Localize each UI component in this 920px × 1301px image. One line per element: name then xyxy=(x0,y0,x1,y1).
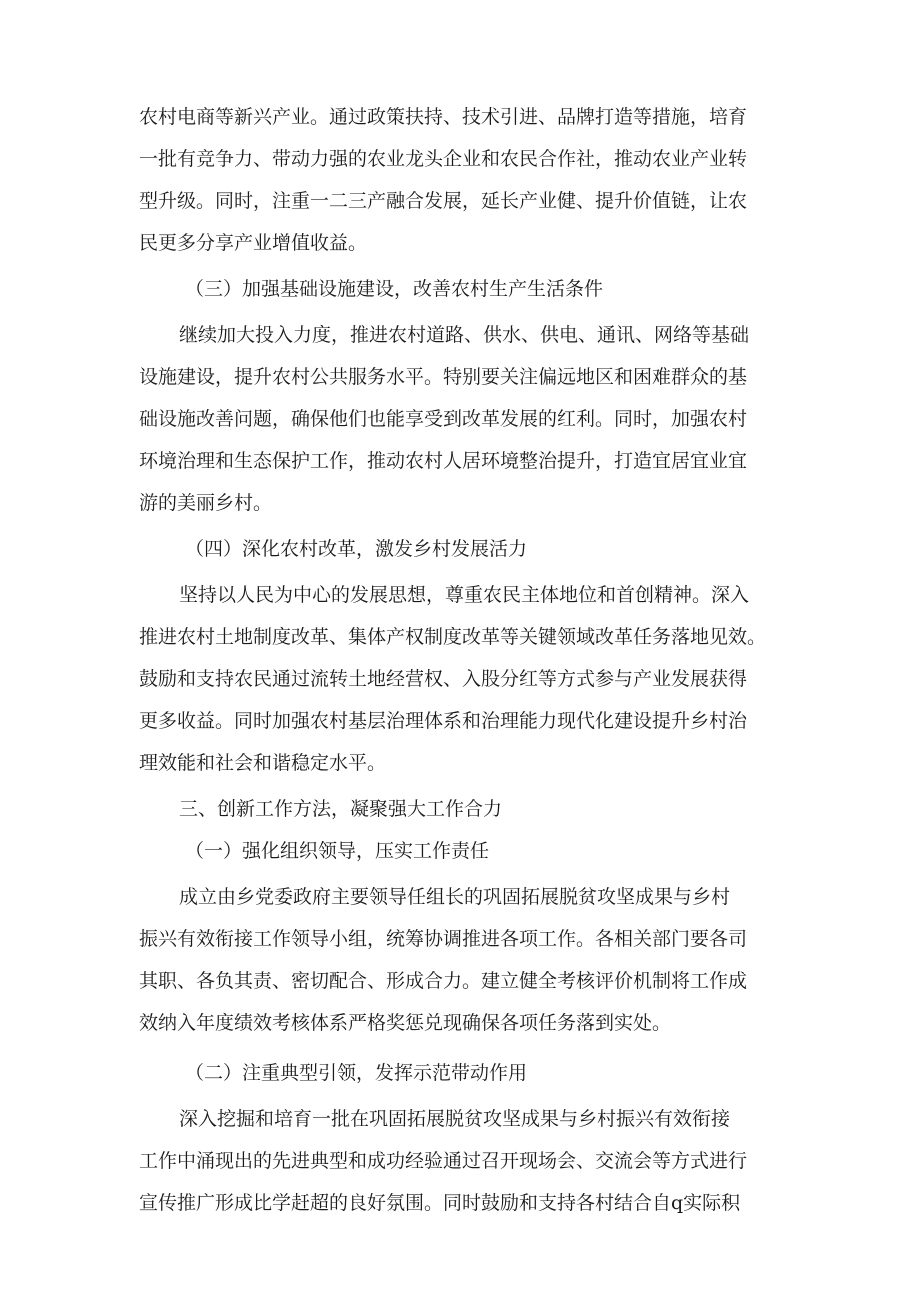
paragraph-line: 继续加大投入力度，推进农村道路、供水、供电、通讯、网络等基础 xyxy=(179,324,750,346)
paragraph-line: 振兴有效衔接工作领导小组，统筹协调推进各项工作。各相关部门要各司 xyxy=(139,928,748,950)
subheading-reform: （四）深化农村改革，激发乡村发展活力 xyxy=(185,538,528,560)
subheading-leadership: （一）强化组织领导，压实工作责任 xyxy=(185,840,490,862)
paragraph-industry xyxy=(139,96,799,264)
paragraph-line: 成立由乡党委政府主要领导任组长的巩固拓展脱贫攻坚成果与乡村 xyxy=(179,886,731,908)
paragraph-line: 坚持以人民为中心的发展思想，尊重农民主体地位和首创精神。深入 xyxy=(179,584,750,606)
section-heading-3: 三、创新工作方法，凝聚强大工作合力 xyxy=(179,798,503,820)
document-body xyxy=(139,96,799,1224)
subheading-infrastructure: （三）加强基础设施建设，改善农村生产生活条件 xyxy=(185,278,604,300)
paragraph-line: 础设施改善问题，确保他们也能享受到改革发展的红利。同时，加强农村 xyxy=(139,408,748,430)
paragraph-line: 民更多分享产业增值收益。 xyxy=(139,232,368,254)
paragraph-line: 游的美丽乡村。 xyxy=(139,492,273,514)
paragraph-line: 效纳入年度绩效考核体系严格奖惩兑现确保各项任务落到实处。 xyxy=(139,1012,672,1034)
paragraph-line: 宣传推广形成比学赶超的良好氛围。同时鼓励和支持各村结合自q实际积 xyxy=(139,1192,741,1214)
paragraph-line: 更多收益。同时加强农村基层治理体系和治理能力现代化建设提升乡村治 xyxy=(139,710,748,732)
paragraph-line: 推进农村土地制度改革、集体产权制度改革等关键领域改革任务落地见效。 xyxy=(139,626,767,648)
paragraph-line: 深入挖掘和培育一批在巩固拓展脱贫攻坚成果与乡村振兴有效衔接 xyxy=(179,1108,731,1130)
paragraph-line: 鼓励和支持农民通过流转土地经营权、入股分红等方式参与产业发展获得 xyxy=(139,668,748,690)
paragraph-models xyxy=(139,1098,799,1224)
paragraph-line: 工作中涌现出的先进典型和成功经验通过召开现场会、交流会等方式进行 xyxy=(139,1150,748,1172)
paragraph-reform xyxy=(139,574,799,784)
paragraph-line: 环境治理和生态保护工作，推动农村人居环境整治提升，打造宜居宜业宜 xyxy=(139,450,748,472)
paragraph-line: 理效能和社会和谐稳定水平。 xyxy=(139,752,387,774)
paragraph-line: 其职、各负其责、密切配合、形成合力。建立健全考核评价机制将工作成 xyxy=(139,970,748,992)
paragraph-line: 一批有竞争力、带动力强的农业龙头企业和农民合作社，推动农业产业转 xyxy=(139,148,748,170)
paragraph-leadership xyxy=(139,876,799,1044)
subheading-models: （二）注重典型引领，发挥示范带动作用 xyxy=(185,1062,528,1084)
paragraph-line: 型升级。同时，注重一二三产融合发展，延长产业健、提升价值链，让农 xyxy=(139,190,748,212)
paragraph-line: 设施建设，提升农村公共服务水平。特别要关注偏远地区和困难群众的基 xyxy=(139,366,748,388)
paragraph-infrastructure xyxy=(139,314,799,524)
paragraph-line: 农村电商等新兴产业。通过政策扶持、技术引进、品牌打造等措施，培育 xyxy=(139,106,748,128)
